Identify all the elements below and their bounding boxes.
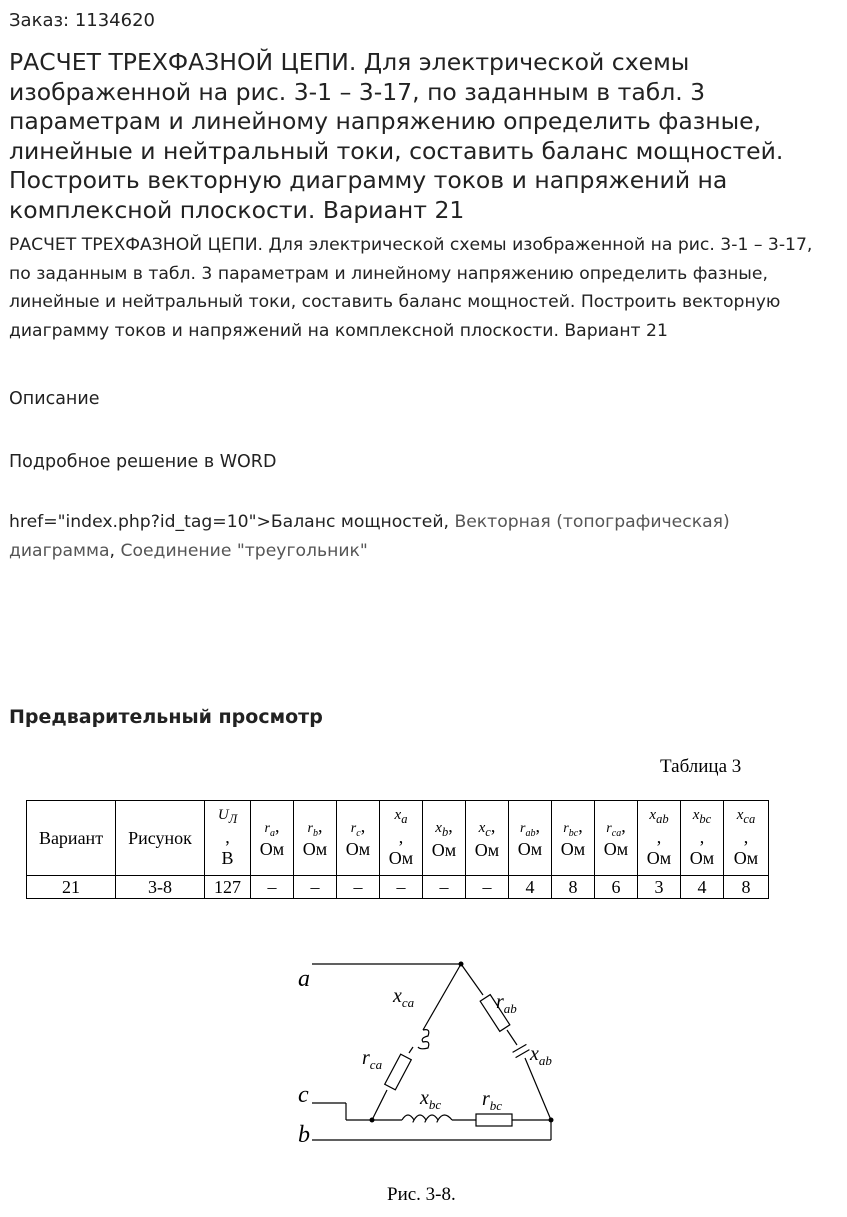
node-b-label: b xyxy=(298,1122,310,1148)
tag-separator: , xyxy=(109,541,121,561)
header-r-bc: $r_{bc}$, Ом xyxy=(552,801,595,876)
cell-variant: 21 xyxy=(27,876,116,899)
header-r-b: $r_b$, Ом xyxy=(294,801,337,876)
task-description: РАСЧЕТ ТРЕХФАЗНОЙ ЦЕПИ. Для электрической схемы изображенной на рис. 3-1 – 3-17, по заданным в табл. 3 параметрам и линейному напряжению определить фазные, линейные и нейтральный токи, составить баланс мощностей. Построить векторную диаграмму токов и напряжений на комплексной плоскости. Вариант 21 xyxy=(9,235,813,341)
tag-broken-link: href="index.php?id_tag=10">Баланс мощностей xyxy=(9,512,444,532)
description-label: Описание xyxy=(9,389,100,409)
cell-r-bc: 8 xyxy=(552,876,595,899)
resistor-r-ca xyxy=(385,1054,412,1090)
tag-link-delta-connection[interactable]: Соединение "треугольник" xyxy=(120,541,368,561)
label-x-ca: $x_{ca}$ xyxy=(393,985,415,1010)
cell-x-b: – xyxy=(423,876,466,899)
resistor-r-bc xyxy=(476,1114,512,1126)
header-x-c: $x_c$, Ом xyxy=(466,801,509,876)
cell-x-ab: 3 xyxy=(638,876,681,899)
cell-r-c: – xyxy=(337,876,380,899)
cell-r-a: – xyxy=(251,876,294,899)
cell-x-a: – xyxy=(380,876,423,899)
page-title: РАСЧЕТ ТРЕХФАЗНОЙ ЦЕПИ. Для электрической схемы изображенной на рис. 3-1 – 3-17, по заданным в табл. 3 параметрам и линейному напряжению определить фазные, линейные и нейтральный токи, составить баланс мощностей. Построить векторную диаграмму токов и напряжений на комплексной плоскости. Вариант 21 xyxy=(9,48,784,224)
cell-x-ca: 8 xyxy=(724,876,769,899)
header-u-line: $U_Л$ , В xyxy=(205,801,251,876)
preview-title: Предварительный просмотр xyxy=(9,706,323,728)
cell-r-ab: 4 xyxy=(509,876,552,899)
node-c-label: c xyxy=(298,1082,309,1108)
capacitor-x-ab xyxy=(513,1044,530,1057)
tag-link-vector-diagram[interactable]: Векторная (топографическая) диаграмма xyxy=(9,512,730,561)
label-r-bc: $r_{bc}$ xyxy=(482,1088,503,1113)
table-header-row xyxy=(27,801,769,876)
tag-list xyxy=(9,508,839,566)
figure-caption: Рис. 3-8. xyxy=(387,1184,456,1205)
inductor-x-ca xyxy=(418,1030,429,1049)
header-r-ab: $r_{ab}$, Ом xyxy=(509,801,552,876)
cell-r-b: – xyxy=(294,876,337,899)
tag-separator: , xyxy=(443,512,455,532)
label-r-ab: $r_{ab}$ xyxy=(496,991,517,1016)
parameters-table xyxy=(26,800,769,899)
table-caption: Таблица 3 xyxy=(660,756,742,777)
label-x-ab: $x_{ab}$ xyxy=(530,1043,552,1068)
cell-figure: 3-8 xyxy=(116,876,205,899)
header-x-a: $x_a$ , Ом xyxy=(380,801,423,876)
solution-note: Подробное решение в WORD xyxy=(9,452,277,472)
circuit-wires xyxy=(312,964,551,1140)
header-figure: Рисунок xyxy=(116,801,205,876)
header-x-bc: $x_{bc}$ , Ом xyxy=(681,801,724,876)
header-r-ca: $r_{ca}$, Ом xyxy=(595,801,638,876)
circuit-diagram xyxy=(290,950,590,1160)
header-r-c: $r_c$, Ом xyxy=(337,801,380,876)
table-row xyxy=(27,876,769,899)
cell-r-ca: 6 xyxy=(595,876,638,899)
label-r-ca: $r_{ca}$ xyxy=(362,1047,383,1072)
node-a-label: a xyxy=(298,966,310,992)
inductor-x-bc xyxy=(402,1115,452,1122)
cell-x-c: – xyxy=(466,876,509,899)
cell-x-bc: 4 xyxy=(681,876,724,899)
header-x-ca: $x_{ca}$ , Ом xyxy=(724,801,769,876)
header-r-a: $r_a$, Ом xyxy=(251,801,294,876)
header-variant: Вариант xyxy=(27,801,116,876)
order-number: Заказ: 1134620 xyxy=(9,10,155,31)
cell-u-line: 127 xyxy=(205,876,251,899)
label-x-bc: $x_{bc}$ xyxy=(420,1087,442,1112)
header-x-ab: $x_{ab}$ , Ом xyxy=(638,801,681,876)
header-x-b: $x_b$, Ом xyxy=(423,801,466,876)
